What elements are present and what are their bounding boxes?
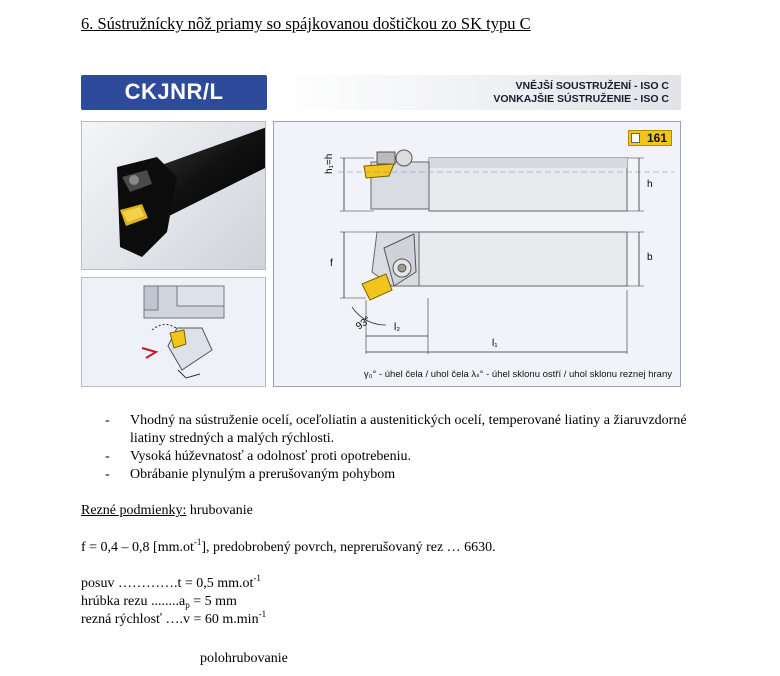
book-icon <box>631 133 640 143</box>
catalog-code-banner <box>81 75 267 110</box>
dim-h-label: h <box>647 179 653 190</box>
cutting-conditions-label: Rezné podmienky: <box>81 503 187 518</box>
catalog-code: CKJNR/L <box>124 79 224 104</box>
feature-item: - Vysoká húževnatosť a odolnosť proti opotrebeniu. <box>105 448 705 466</box>
feed-range-prefix: f = 0,4 – 0,8 [mm.ot <box>81 540 194 555</box>
feed-range-exponent: -1 <box>193 537 202 547</box>
depth-value: = 5 mm <box>189 594 237 609</box>
cutting-mode: hrubovanie <box>189 503 253 518</box>
dim-angle-label: 93° <box>354 314 373 333</box>
cutting-conditions-line <box>81 503 253 519</box>
feed-value-exponent: -1 <box>253 573 261 583</box>
tool-photo-illustration <box>82 122 266 270</box>
dim-h1-label: h₁=h <box>324 153 335 174</box>
feed-value: posuv ………….t = 0,5 mm.ot <box>81 576 254 591</box>
depth-line <box>81 594 237 610</box>
dim-f-label: f <box>330 258 333 269</box>
insert-sketch <box>81 277 266 387</box>
feature-item: - Obrábanie plynulým a prerušovaným pohybom <box>105 466 705 484</box>
feature-item: - Vhodný na sústruženie ocelí, oceľoliatin a austenitických ocelí, temperované liatiny a žiaruvzdorné liatiny stredných a malých rýchlosti. <box>105 412 705 448</box>
catalog-heading-cz: VNĚJŠÍ SOUSTRUŽENÍ - ISO C <box>515 80 669 92</box>
catalog-heading-sk: VONKAJŠIE SÚSTRUŽENIE - ISO C <box>493 93 669 105</box>
drawing-diagram <box>274 122 681 387</box>
speed-value: rezná rýchlosť ….v = 60 m.min <box>81 612 259 627</box>
dim-l1-label: l₁ <box>492 338 498 349</box>
dim-l2-label: l₂ <box>394 322 401 333</box>
feed-range-line <box>81 537 496 556</box>
catalog-page-badge <box>628 130 672 146</box>
angle-legend: γ₀° - úhel čela / uhol čela λₛ° - úhel sklonu ostří / uhol sklonu reznej hrany <box>363 369 672 380</box>
catalog-page-number: 161 <box>646 131 667 145</box>
feed-value-line <box>81 573 261 592</box>
depth-label: hrúbka rezu ........a <box>81 594 186 609</box>
catalog-heading-banner <box>273 75 681 110</box>
speed-exponent: -1 <box>258 609 267 619</box>
tool-photo <box>81 121 266 270</box>
speed-line <box>81 609 267 628</box>
technical-drawing <box>273 121 681 387</box>
feed-range-suffix: ], predobrobený povrch, neprerušovaný rez … 6630. <box>201 540 496 555</box>
document-title: 6. Sústružnícky nôž priamy so spájkovanou doštičkou zo SK typu C <box>81 14 531 33</box>
dim-b-label: b <box>647 252 653 263</box>
insert-sketch-illustration <box>82 278 266 387</box>
depth-subscript: p <box>185 600 190 610</box>
feature-list <box>105 412 705 484</box>
next-mode-heading: polohrubovanie <box>200 651 288 666</box>
